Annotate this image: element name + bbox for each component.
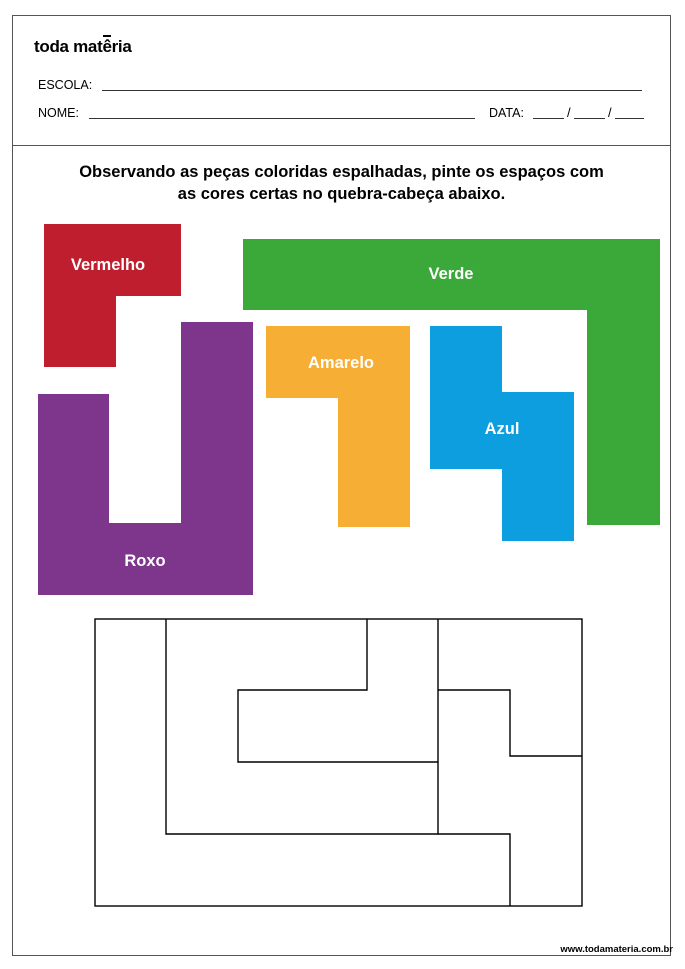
logo-text-end: ria [111, 37, 132, 56]
school-label: ESCOLA: [38, 78, 93, 92]
puzzle-region-purple[interactable] [166, 619, 438, 834]
green-piece-label: Verde [428, 265, 474, 283]
red-piece-label: Vermelho [70, 256, 146, 274]
puzzle-outline [95, 619, 582, 906]
purple-piece-label: Roxo [124, 552, 166, 570]
date-separator-2: / [608, 105, 612, 120]
date-separator-1: / [567, 105, 571, 120]
puzzle-region-yellow[interactable] [238, 619, 438, 762]
red-piece [44, 224, 181, 367]
blue-piece-label: Azul [484, 420, 520, 438]
instructions-line-1: Observando as peças coloridas espalhadas, pinte os espaços com [79, 163, 604, 181]
puzzle-region-green[interactable] [438, 834, 510, 906]
logo-mark: ê [102, 37, 112, 56]
logo-text-start: toda mat [34, 37, 103, 56]
yellow-piece-label: Amarelo [307, 354, 375, 372]
website-footer[interactable]: www.todamateria.com.br [560, 944, 673, 955]
puzzle-region-blue[interactable] [438, 690, 582, 756]
date-label: DATA: [489, 106, 524, 120]
instructions-line-2: as cores certas no quebra-cabeça abaixo. [177, 185, 506, 203]
name-label: NOME: [38, 106, 79, 120]
